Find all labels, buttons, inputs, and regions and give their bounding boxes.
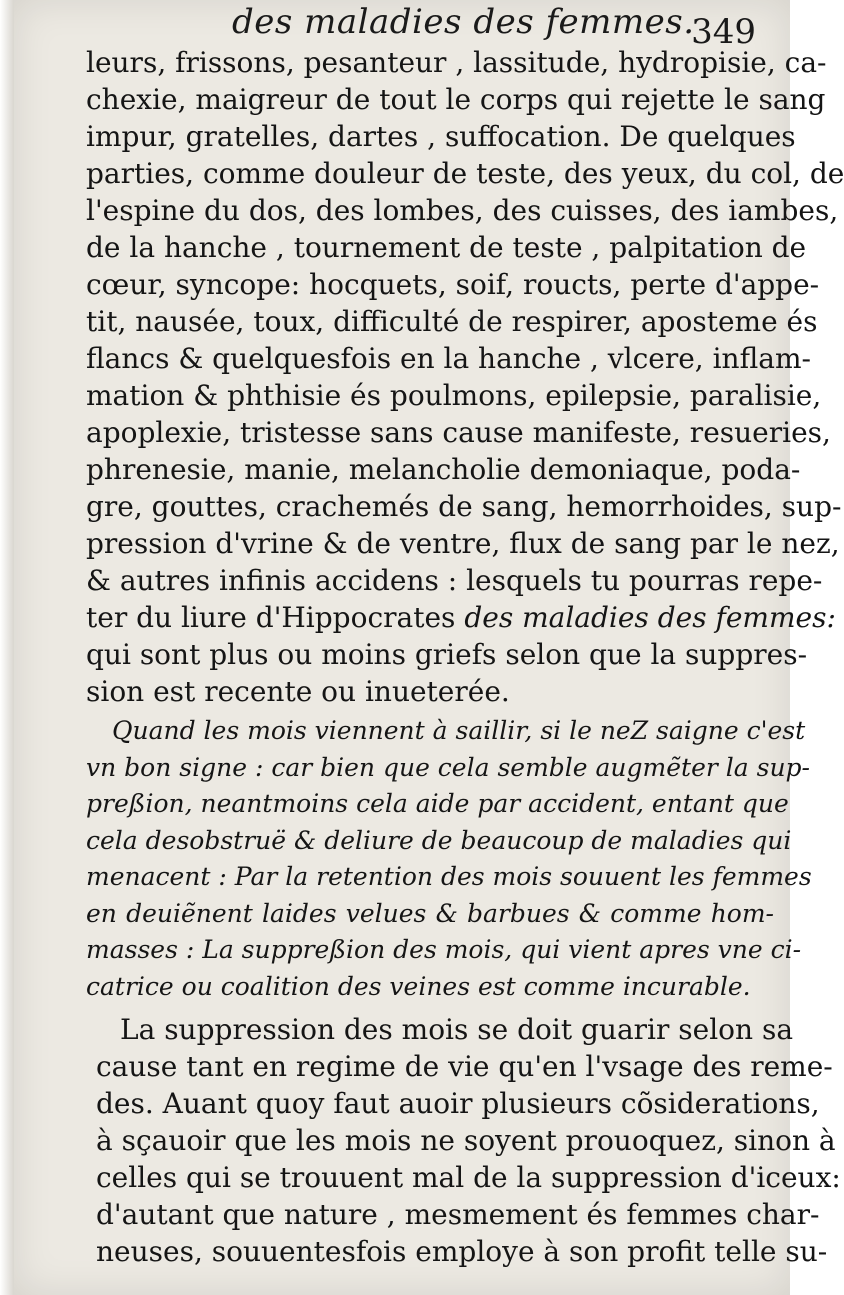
text-line: phrenesie, manie, melancholie demoniaque, poda- [86,453,801,486]
paragraph-2-italic [86,713,812,1005]
page-number: 349 [691,12,756,52]
text-line: parties, comme douleur de teste, des yeux, du col, de [86,157,844,190]
text-line: cause tant en regime de vie qu'en l'vsage des reme- [96,1050,833,1083]
italic-book-title: des maladies des femmes: [464,601,836,634]
book-page [14,0,844,1295]
text-line: Quand les mois viennent à saillir, si le neZ saigne c'est [112,716,806,745]
page-edge [0,0,14,1295]
text-line-mixed [86,599,836,636]
text-line: pression d'vrine & de ventre, flux de sang par le nez, [86,527,840,560]
text-line: La suppression des mois se doit guarir selon sa [120,1013,794,1046]
text-line: des. Auant quoy faut auoir plusieurs cõsiderations, [96,1087,820,1120]
roman-text: ter du liure d'Hippocrates [86,601,456,634]
text-line: sion est recente ou inueterée. [86,675,510,708]
text-line: de la hanche , tournement de teste , palpitation de [86,231,807,264]
text-line: apoplexie, tristesse sans cause manifeste, resueries, [86,416,831,449]
text-line: vn bon signe : car bien que cela semble augmẽter la sup- [86,752,810,782]
paragraph-1 [86,44,844,710]
text-line: qui sont plus ou moins griefs selon que la suppres- [86,638,808,671]
text-line: menacent : Par la retention des mois souuent les femmes [86,862,812,891]
text-line: celles qui se trouuent mal de la suppression d'iceux: [96,1161,841,1194]
text-line: impur, gratelles, dartes , suffocation. De quelques [86,120,796,153]
text-line: neuses, souuentesfois employe à son profit telle su- [96,1235,828,1268]
text-line: preßion, neantmoins cela aide par accident, entant que [86,789,789,818]
text-line: tit, nausée, toux, difficulté de respirer, aposteme és [86,305,818,338]
text-line: cœur, syncope: hocquets, soif, roucts, perte d'appe- [86,268,820,301]
text-line: en deuiẽnent laides velues & barbues & comme hom- [86,898,774,928]
running-head [14,2,790,52]
text-line: mation & phthisie és poulmons, epilepsie, paralisie, [86,379,822,412]
text-line: à sçauoir que les mois ne soyent prouoquez, sinon à [96,1124,836,1157]
running-head-title: des maladies des femmes. [232,2,695,42]
text-line: gre, gouttes, crachemés de sang, hemorrhoides, sup- [86,490,842,523]
text-line: d'autant que nature , mesmement és femmes char- [96,1198,820,1231]
text-line: catrice ou coalition des veines est comme incurable. [86,971,751,1001]
text-line: l'espine du dos, des lombes, des cuisses, des iambes, [86,194,839,227]
text-line: masses : La suppreßion des mois, qui vient apres vne ci- [86,935,802,964]
text-line: chexie, maigreur de tout le corps qui rejette le sang [86,83,826,116]
body-text [86,44,844,1270]
paragraph-3 [86,1011,841,1270]
text-line: & autres infinis accidens : lesquels tu pourras repe- [86,564,823,597]
text-line: cela desobstruë & deliure de beaucoup de maladies qui [86,825,792,855]
text-line: flancs & quelquesfois en la hanche , vlcere, inflam- [86,342,811,375]
text-line: leurs, frissons, pesanteur , lassitude, hydropisie, ca- [86,46,827,79]
